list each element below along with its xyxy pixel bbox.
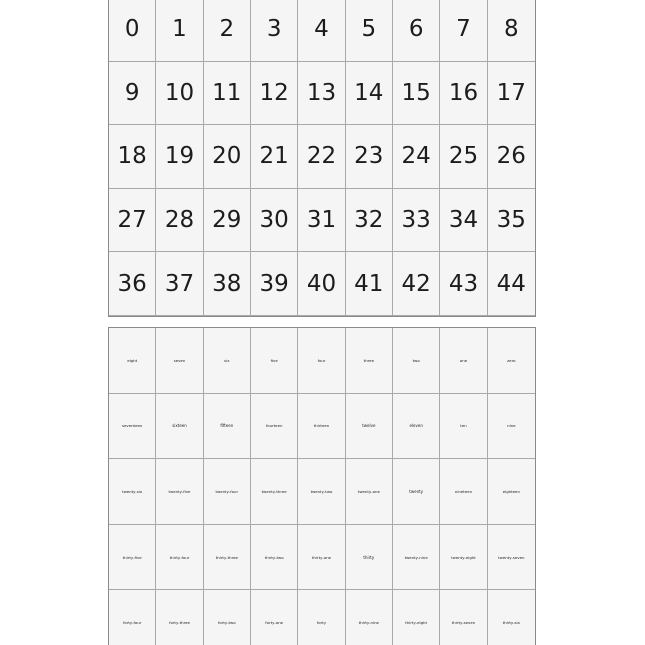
number-word-card: thirty-three (204, 525, 251, 591)
number-word-card: four (298, 328, 345, 394)
numeral-card: 6 (393, 0, 440, 62)
number-word-card: thirty-two (251, 525, 298, 591)
numeral-card: 11 (204, 62, 251, 126)
number-word-card: twenty-one (346, 459, 393, 525)
numeral-card: 44 (488, 252, 535, 316)
number-word-card: twenty-two (298, 459, 345, 525)
number-word-card: thirty-seven (440, 590, 487, 645)
number-word-card: three (346, 328, 393, 394)
number-word-card: eighteen (488, 459, 535, 525)
number-word-card-grid (108, 327, 536, 645)
number-word-card: thirteen (298, 394, 345, 460)
numeral-card: 1 (156, 0, 203, 62)
numeral-card: 25 (440, 125, 487, 189)
number-word-card: thirty-four (156, 525, 203, 591)
numeral-card: 13 (298, 62, 345, 126)
number-word-card: fifteen (204, 394, 251, 460)
number-word-card: twenty-four (204, 459, 251, 525)
numeral-card: 43 (440, 252, 487, 316)
numeral-card: 0 (109, 0, 156, 62)
number-word-card: thirty-nine (346, 590, 393, 645)
number-word-card: thirty-five (109, 525, 156, 591)
number-word-card: twenty-eight (440, 525, 487, 591)
numeral-card: 41 (346, 252, 393, 316)
number-word-card: twelve (346, 394, 393, 460)
numeral-card: 36 (109, 252, 156, 316)
number-word-card: fourteen (251, 394, 298, 460)
number-word-card: five (251, 328, 298, 394)
numeral-card: 30 (251, 189, 298, 253)
numeral-card: 7 (440, 0, 487, 62)
numeral-card: 16 (440, 62, 487, 126)
number-word-card: forty-three (156, 590, 203, 645)
number-word-card: seventeen (109, 394, 156, 460)
number-word-card: twenty-seven (488, 525, 535, 591)
number-word-card: forty-two (204, 590, 251, 645)
number-word-card: forty-one (251, 590, 298, 645)
numeral-card: 2 (204, 0, 251, 62)
numeral-card: 37 (156, 252, 203, 316)
numeral-card-grid (108, 0, 536, 317)
numeral-card: 32 (346, 189, 393, 253)
numeral-card: 26 (488, 125, 535, 189)
numeral-card: 38 (204, 252, 251, 316)
number-word-card: twenty-nine (393, 525, 440, 591)
numeral-card: 3 (251, 0, 298, 62)
numeral-card: 4 (298, 0, 345, 62)
numeral-card: 15 (393, 62, 440, 126)
numeral-card: 39 (251, 252, 298, 316)
number-word-card: thirty-one (298, 525, 345, 591)
numeral-card: 42 (393, 252, 440, 316)
numeral-card: 18 (109, 125, 156, 189)
numeral-card: 21 (251, 125, 298, 189)
number-word-card: six (204, 328, 251, 394)
numeral-card: 35 (488, 189, 535, 253)
numeral-card: 34 (440, 189, 487, 253)
number-word-card: twenty-six (109, 459, 156, 525)
number-word-card: seven (156, 328, 203, 394)
number-word-card: thirty-six (488, 590, 535, 645)
number-word-card: zero (488, 328, 535, 394)
numeral-card: 10 (156, 62, 203, 126)
numeral-card: 19 (156, 125, 203, 189)
number-word-card: thirty-eight (393, 590, 440, 645)
numeral-card: 9 (109, 62, 156, 126)
number-word-card: eight (109, 328, 156, 394)
numeral-card: 8 (488, 0, 535, 62)
number-word-card: sixteen (156, 394, 203, 460)
number-word-card: forty (298, 590, 345, 645)
number-word-card: ten (440, 394, 487, 460)
numeral-card: 20 (204, 125, 251, 189)
number-word-card: thirty (346, 525, 393, 591)
number-word-card: twenty-three (251, 459, 298, 525)
number-word-card: twenty-five (156, 459, 203, 525)
numeral-card: 29 (204, 189, 251, 253)
numeral-card: 12 (251, 62, 298, 126)
numeral-card: 14 (346, 62, 393, 126)
numeral-card: 5 (346, 0, 393, 62)
numeral-card: 28 (156, 189, 203, 253)
number-word-card: nineteen (440, 459, 487, 525)
numeral-card: 31 (298, 189, 345, 253)
number-word-card: forty-four (109, 590, 156, 645)
numeral-card: 17 (488, 62, 535, 126)
number-word-card: one (440, 328, 487, 394)
numeral-card: 40 (298, 252, 345, 316)
numeral-card: 27 (109, 189, 156, 253)
number-word-card: eleven (393, 394, 440, 460)
numeral-card: 23 (346, 125, 393, 189)
number-word-card: two (393, 328, 440, 394)
number-word-card: twenty (393, 459, 440, 525)
numeral-card: 33 (393, 189, 440, 253)
number-word-card: nine (488, 394, 535, 460)
numeral-card: 22 (298, 125, 345, 189)
numeral-card: 24 (393, 125, 440, 189)
